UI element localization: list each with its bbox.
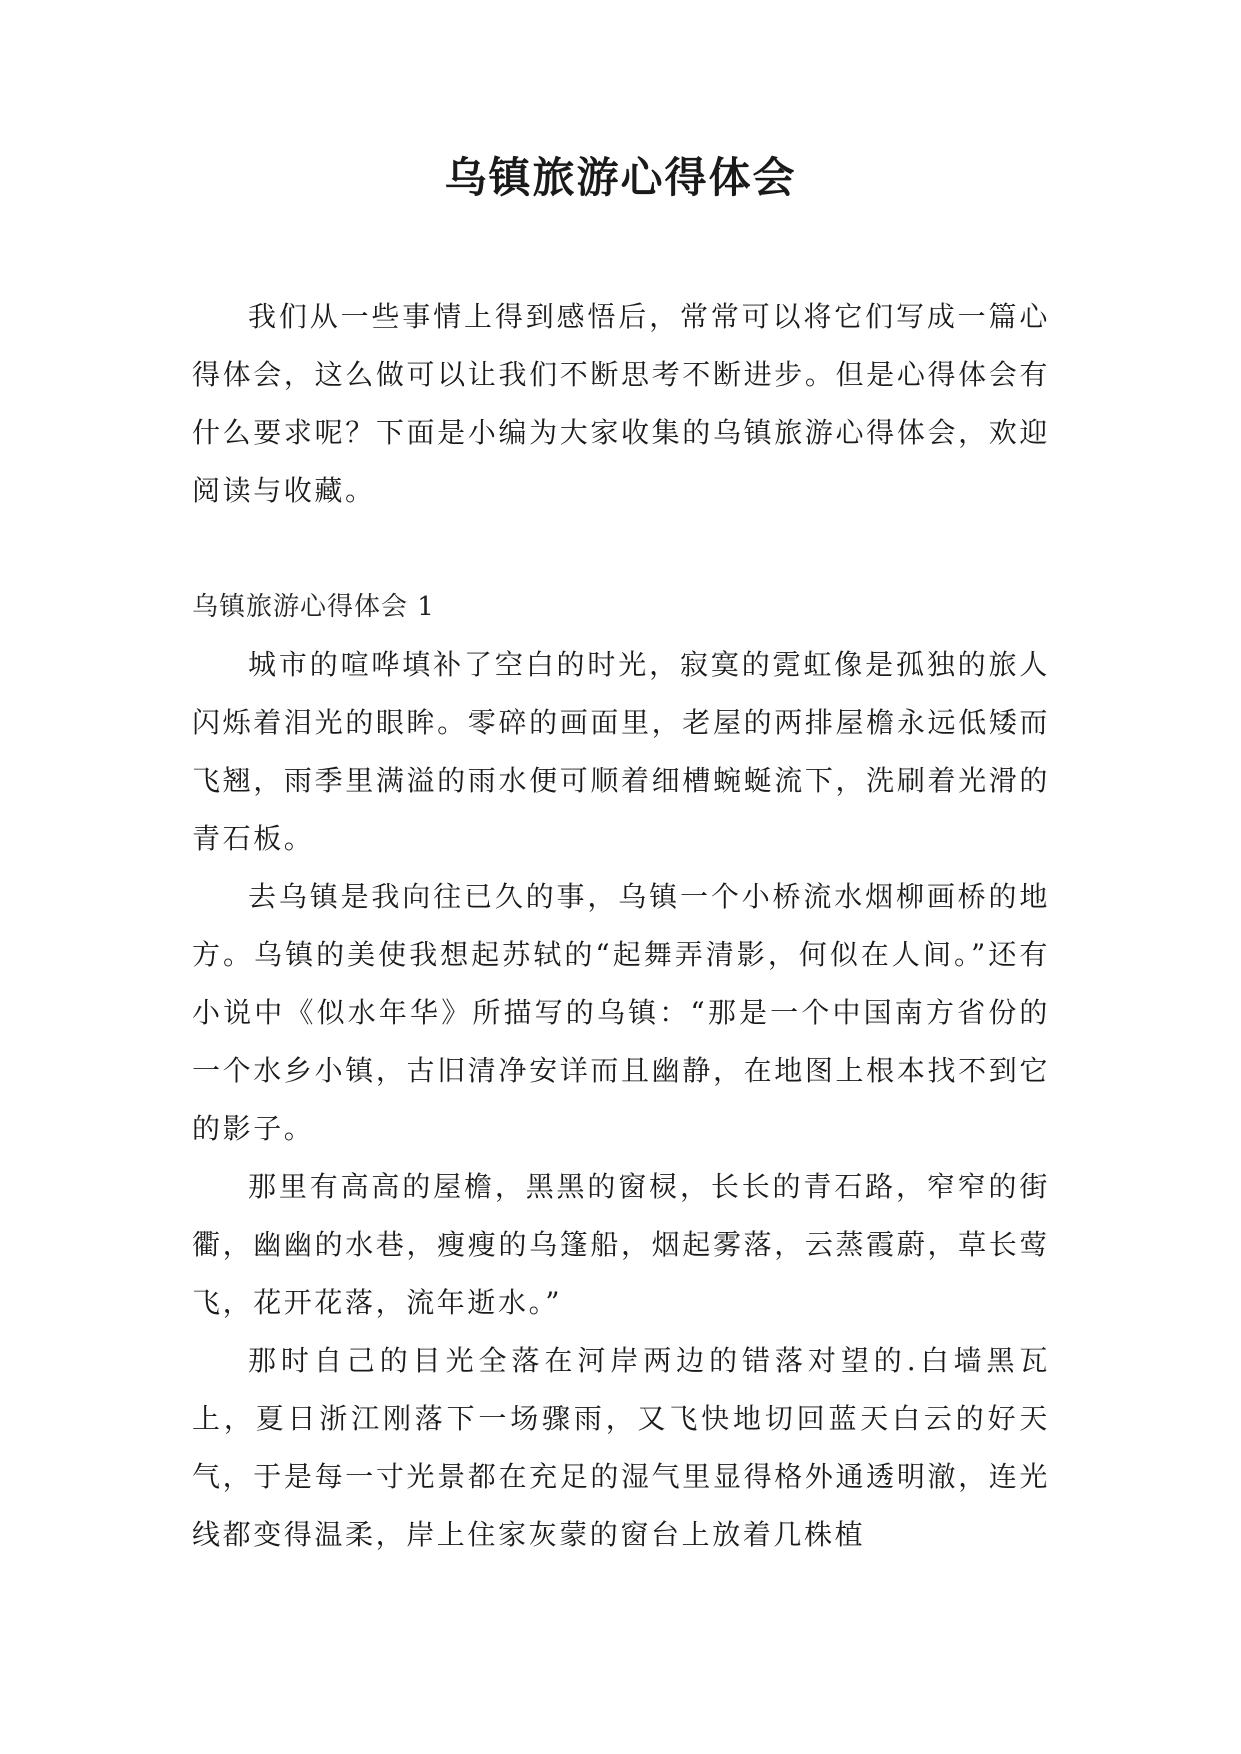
body-paragraph: 城市的喧哗填补了空白的时光，寂寞的霓虹像是孤独的旅人闪烁着泪光的眼眸。零碎的画面里，老屋的两排屋檐永远低矮而飞翘，雨季里满溢的雨水便可顺着细槽蜿蜒流下，洗刷着光滑的青石板。 [192,648,1050,855]
body-paragraph: 去乌镇是我向往已久的事，乌镇一个小桥流水烟柳画桥的地方。乌镇的美使我想起苏轼的“起舞弄清影，何似在人间。”还有小说中《似水年华》所描写的乌镇：“那是一个中国南方省份的一个水乡小镇，古旧清净安详而且幽静，在地图上根本找不到它的影子。 [192,880,1050,1145]
section-heading: 乌镇旅游心得体会 1 [192,592,435,622]
body-paragraph: 那里有高高的屋檐，黑黑的窗棂，长长的青石路，窄窄的街衢，幽幽的水巷，瘦瘦的乌篷船，烟起雾落，云蒸霞蔚，草长莺飞，花开花落，流年逝水。” [192,1170,1050,1319]
intro-paragraph: 我们从一些事情上得到感悟后，常常可以将它们写成一篇心得体会，这么做可以让我们不断思考不断进步。但是心得体会有什么要求呢？下面是小编为大家收集的乌镇旅游心得体会，欢迎阅读与收藏。 [192,300,1050,507]
document-body [192,288,1050,1564]
document-title: 乌镇旅游心得体会 [444,153,797,202]
paragraph-spacer [192,520,1050,578]
body-paragraph: 那时自己的目光全落在河岸两边的错落对望的.白墙黑瓦上，夏日浙江刚落下一场骤雨，又飞快地切回蓝天白云的好天气，于是每一寸光景都在充足的湿气里显得格外通透明澈，连光线都变得温柔，岸上住家灰蒙的窗台上放着几株植 [192,1344,1050,1551]
